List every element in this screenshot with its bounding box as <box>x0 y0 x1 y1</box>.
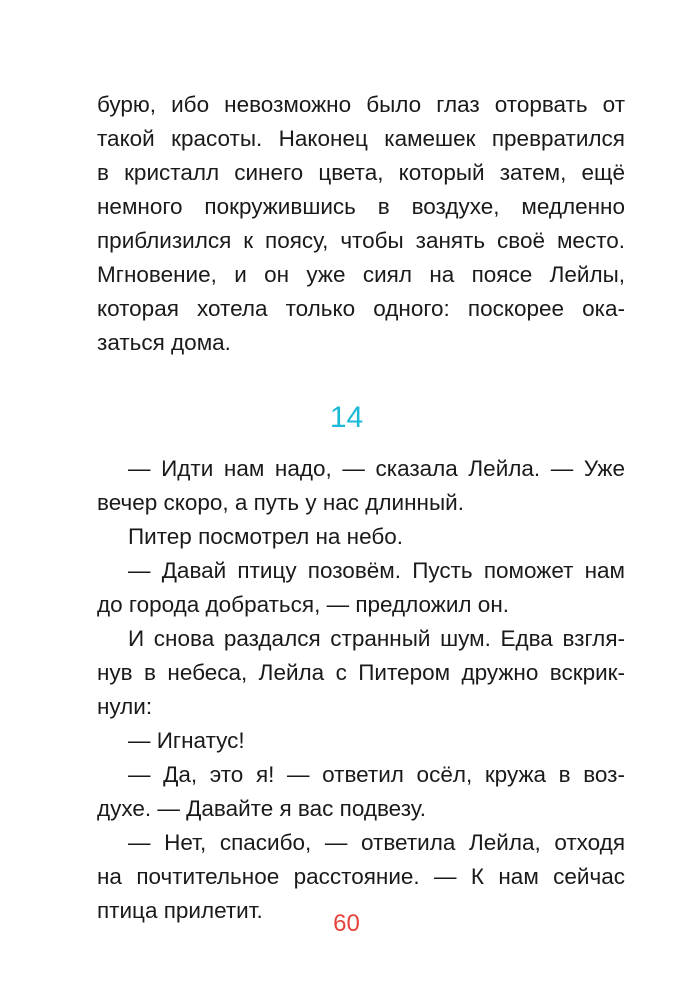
text-line: которая хотела только одного: поскорее ока- <box>97 296 625 321</box>
text-line: Питер посмотрел на небо. <box>128 524 403 549</box>
text-line: И снова раздался странный шум. Едва взгля- <box>128 626 625 651</box>
text-line: — Да, это я! — ответил осёл, кружа в воз- <box>128 762 625 787</box>
chapter-number: 14 <box>329 401 364 434</box>
text-line: до города добраться, — предложил он. <box>97 592 509 617</box>
chapter-body <box>97 452 625 928</box>
text-line: духе. — Давайте я вас подвезу. <box>97 796 427 821</box>
text-line: птица прилетит. <box>97 898 263 923</box>
text-line: такой красоты. Наконец камешек превратился <box>97 126 625 151</box>
text-line: на почтительное расстояние. — К нам сейчас <box>97 864 625 889</box>
text-line: нув в небеса, Лейла с Питером дружно вскрик- <box>97 660 625 685</box>
text-line: в кристалл синего цвета, который затем, ещё <box>97 160 625 185</box>
text-line: — Нет, спасибо, — ответила Лейла, отходя <box>128 830 625 855</box>
page-number: 60 <box>333 910 360 937</box>
text-line: — Игнатус! <box>128 728 245 753</box>
text-line: бурю, ибо невозможно было глаз оторвать от <box>97 92 625 117</box>
text-line: немного покружившись в воздухе, медленно <box>97 194 625 219</box>
text-line: заться дома. <box>97 330 231 355</box>
text-line: — Давай птицу позовём. Пусть поможет нам <box>128 558 625 583</box>
text-line: нули: <box>97 694 153 719</box>
text-line: приблизился к поясу, чтобы занять своё место. <box>97 228 625 253</box>
text-line: вечер скоро, а путь у нас длинный. <box>97 490 464 515</box>
opening-paragraph <box>97 88 625 360</box>
text-line: Мгновение, и он уже сиял на поясе Лейлы, <box>97 262 625 287</box>
text-line: — Идти нам надо, — сказала Лейла. — Уже <box>128 456 625 481</box>
